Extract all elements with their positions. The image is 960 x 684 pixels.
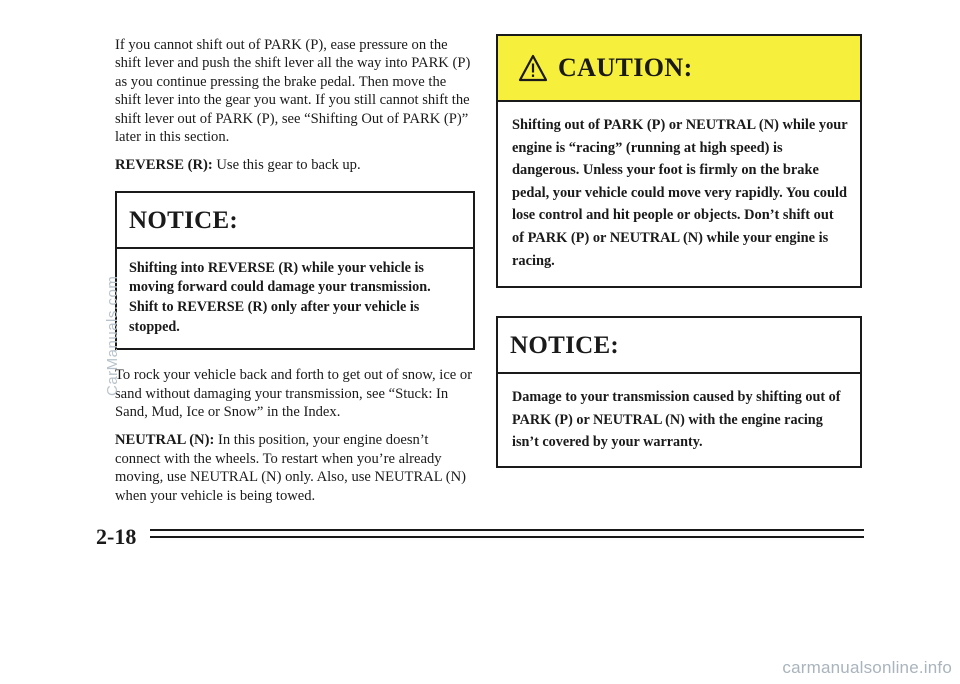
reverse-label: REVERSE (R):: [115, 157, 213, 174]
neutral-label: NEUTRAL (N):: [115, 432, 215, 449]
caution-box: [496, 34, 862, 288]
footer-rule-top: [150, 529, 864, 531]
footer-rule-bottom: [150, 536, 864, 538]
reverse-text: Use this gear to back up.: [212, 157, 361, 174]
side-watermark: CarManuals.com: [104, 275, 121, 396]
rock-vehicle-paragraph: To rock your vehicle back and forth to get out of snow, ice or sand without damaging your transmission, see “Stuck: In Sand, Mud, Ice or Snow” in the Index.: [115, 367, 473, 421]
caution-text: Shifting out of PARK (P) or NEUTRAL (N) while your engine is “racing” (running at high speed) is dangerous. Unless your foot is firmly on the brake pedal, your vehicle could move very rapidly. You could lose control and hit people or objects. Don’t shift out of PARK (P) or NEUTRAL (N) while your engine is racing.: [512, 117, 848, 269]
left-column: [115, 36, 475, 515]
notice-text: Shifting into REVERSE (R) while your vehicle is moving forward could damage your transmission. Shift to REVERSE (R) only after your vehicle is stopped.: [129, 259, 431, 335]
page-footer: [96, 526, 864, 548]
caution-header: [498, 36, 860, 102]
page-number: 2-18: [96, 524, 137, 549]
notice-title: NOTICE:: [117, 193, 473, 249]
right-column: [496, 34, 862, 468]
neutral-text: In this position, your engine doesn’t connect with the wheels. To restart when you’re already moving, use NEUTRAL (N) only. Also, use NEUTRAL (N) when your vehicle is being towed.: [115, 432, 467, 504]
notice-title: NOTICE:: [498, 318, 860, 374]
neutral-paragraph: [115, 431, 475, 505]
reverse-notice-box: [115, 191, 475, 350]
warning-triangle-icon: [518, 53, 548, 83]
park-shift-paragraph: If you cannot shift out of PARK (P), ease pressure on the shift lever and push the shift lever all the way into PARK (P) as you continue pressing the brake pedal. Then move the shift lever into the gear you want. If you still cannot shift the shift lever out of PARK (P), see “Shifting Out of PARK (P)” later in this section.: [115, 37, 471, 146]
reverse-paragraph: [115, 156, 475, 174]
notice-text: Damage to your transmission caused by shifting out of PARK (P) or NEUTRAL (N) with the engine racing isn’t covered by your warranty.: [512, 389, 841, 451]
warranty-notice-box: [496, 316, 862, 468]
caution-title: CAUTION:: [558, 53, 693, 82]
bottom-watermark: carmanualsonline.info: [782, 658, 952, 677]
